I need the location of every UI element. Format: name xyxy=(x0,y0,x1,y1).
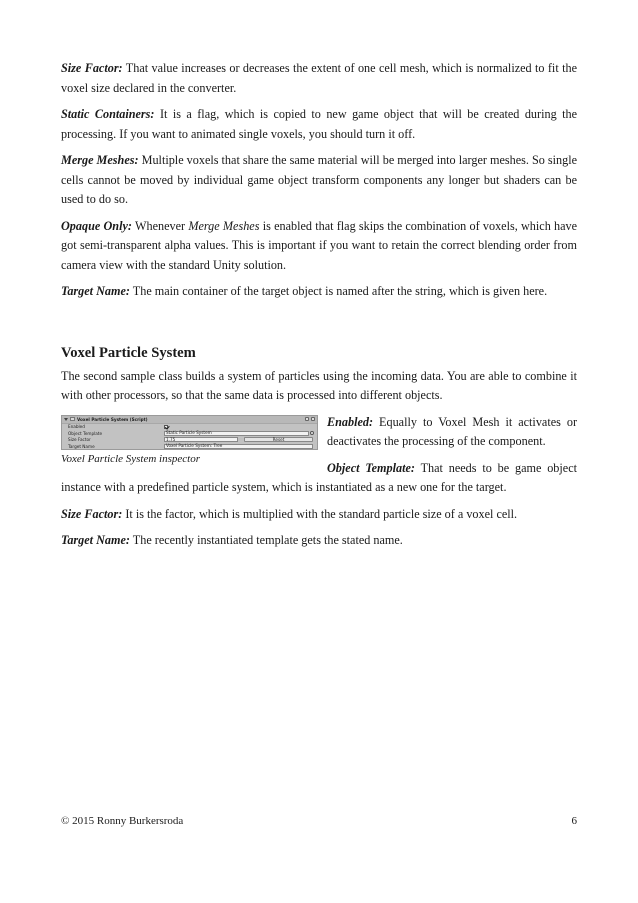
param-term: Size Factor: xyxy=(61,506,123,521)
object-picker-icon xyxy=(310,431,314,435)
param-term: Enabled: xyxy=(327,414,374,429)
script-icon xyxy=(70,417,75,421)
inspector-row-size-factor xyxy=(62,437,317,444)
param-particle-size-factor xyxy=(61,505,577,525)
target-name-field: Voxel Particle System: Tree xyxy=(164,444,313,449)
page-footer xyxy=(61,815,577,827)
inspector-title: Voxel Particle System (Script) xyxy=(77,416,148,422)
param-term: Static Containers: xyxy=(61,107,155,121)
param-text-after: is enabled that flag skips the combination of voxels, which have got semi-transparent alpha values. This is important if you want to retain the correct blending order from camera view with the standard Unity solution. xyxy=(61,218,578,272)
param-static-containers xyxy=(61,105,577,144)
param-text: Equally to Voxel Mesh it activates or deactivates the processing of the component. xyxy=(327,414,577,448)
gear-icon xyxy=(311,417,315,421)
inspector-label: Size Factor xyxy=(68,437,91,443)
size-factor-field: 1.75 xyxy=(164,437,238,442)
section-intro: The second sample class builds a system of particles using the incoming data. You are able to combine it with other processors, so that the same data is processed into different objects. xyxy=(61,368,577,402)
page-number: 6 xyxy=(571,815,577,827)
footer-copyright: © 2015 Ronny Burkersroda xyxy=(61,815,184,827)
param-term: Target Name: xyxy=(61,533,130,547)
param-merge-meshes xyxy=(61,151,577,210)
param-term: Merge Meshes: xyxy=(61,153,139,167)
reset-button: Reset xyxy=(244,437,313,442)
inspector-row-target-name xyxy=(62,443,317,450)
enabled-checkbox xyxy=(164,425,168,429)
param-text: The recently instantiated template gets the stated name. xyxy=(132,533,403,547)
inspector-label: Target Name xyxy=(68,443,95,449)
param-text: That needs to be game object instance with a predefined particle system, which is instantiated as a new one for the target. xyxy=(61,460,577,494)
foldout-arrow-icon xyxy=(64,418,68,421)
param-term: Target Name: xyxy=(61,284,130,298)
param-text: It is the factor, which is multiplied with the standard particle size of a voxel cell. xyxy=(125,506,518,521)
param-particle-target-name xyxy=(61,531,577,551)
object-template-field: Static Particle System xyxy=(164,431,309,436)
param-term: Opaque Only: xyxy=(61,218,132,233)
help-icon xyxy=(305,417,309,421)
inspector-header xyxy=(62,416,317,424)
param-text: The main container of the target object is named after the string, which is given here. xyxy=(132,284,548,298)
param-term: Object Template: xyxy=(327,460,415,475)
param-text: Multiple voxels that share the same material will be merged into larger meshes. So single cells cannot be moved by individual game object transform components any longer but shaders can be used to do so. xyxy=(61,153,578,206)
param-term: Size Factor: xyxy=(61,61,123,75)
param-target-name xyxy=(61,282,577,302)
inspector-row-object-template xyxy=(62,430,317,437)
param-text: It is a flag, which is copied to new game object that will be created during the processing. If you want to animated single voxels, you should turn it off. xyxy=(61,107,577,141)
inspector-figure xyxy=(61,415,318,466)
section-heading: Voxel Particle System xyxy=(61,344,196,361)
param-text: That value increases or decreases the extent of one cell mesh, which is normalized to fit the voxel size declared in the converter. xyxy=(61,61,577,95)
inspector-screenshot xyxy=(61,415,318,450)
param-size-factor xyxy=(61,59,577,98)
document-page xyxy=(61,59,577,558)
param-opaque-only xyxy=(61,217,577,276)
param-inline-reference: Merge Meshes xyxy=(188,218,260,233)
inspector-label: Enabled xyxy=(68,424,85,430)
figure-caption: Voxel Particle System inspector xyxy=(61,452,200,465)
param-text-before: Whenever xyxy=(134,218,186,233)
inspector-label: Object Template xyxy=(68,430,103,436)
